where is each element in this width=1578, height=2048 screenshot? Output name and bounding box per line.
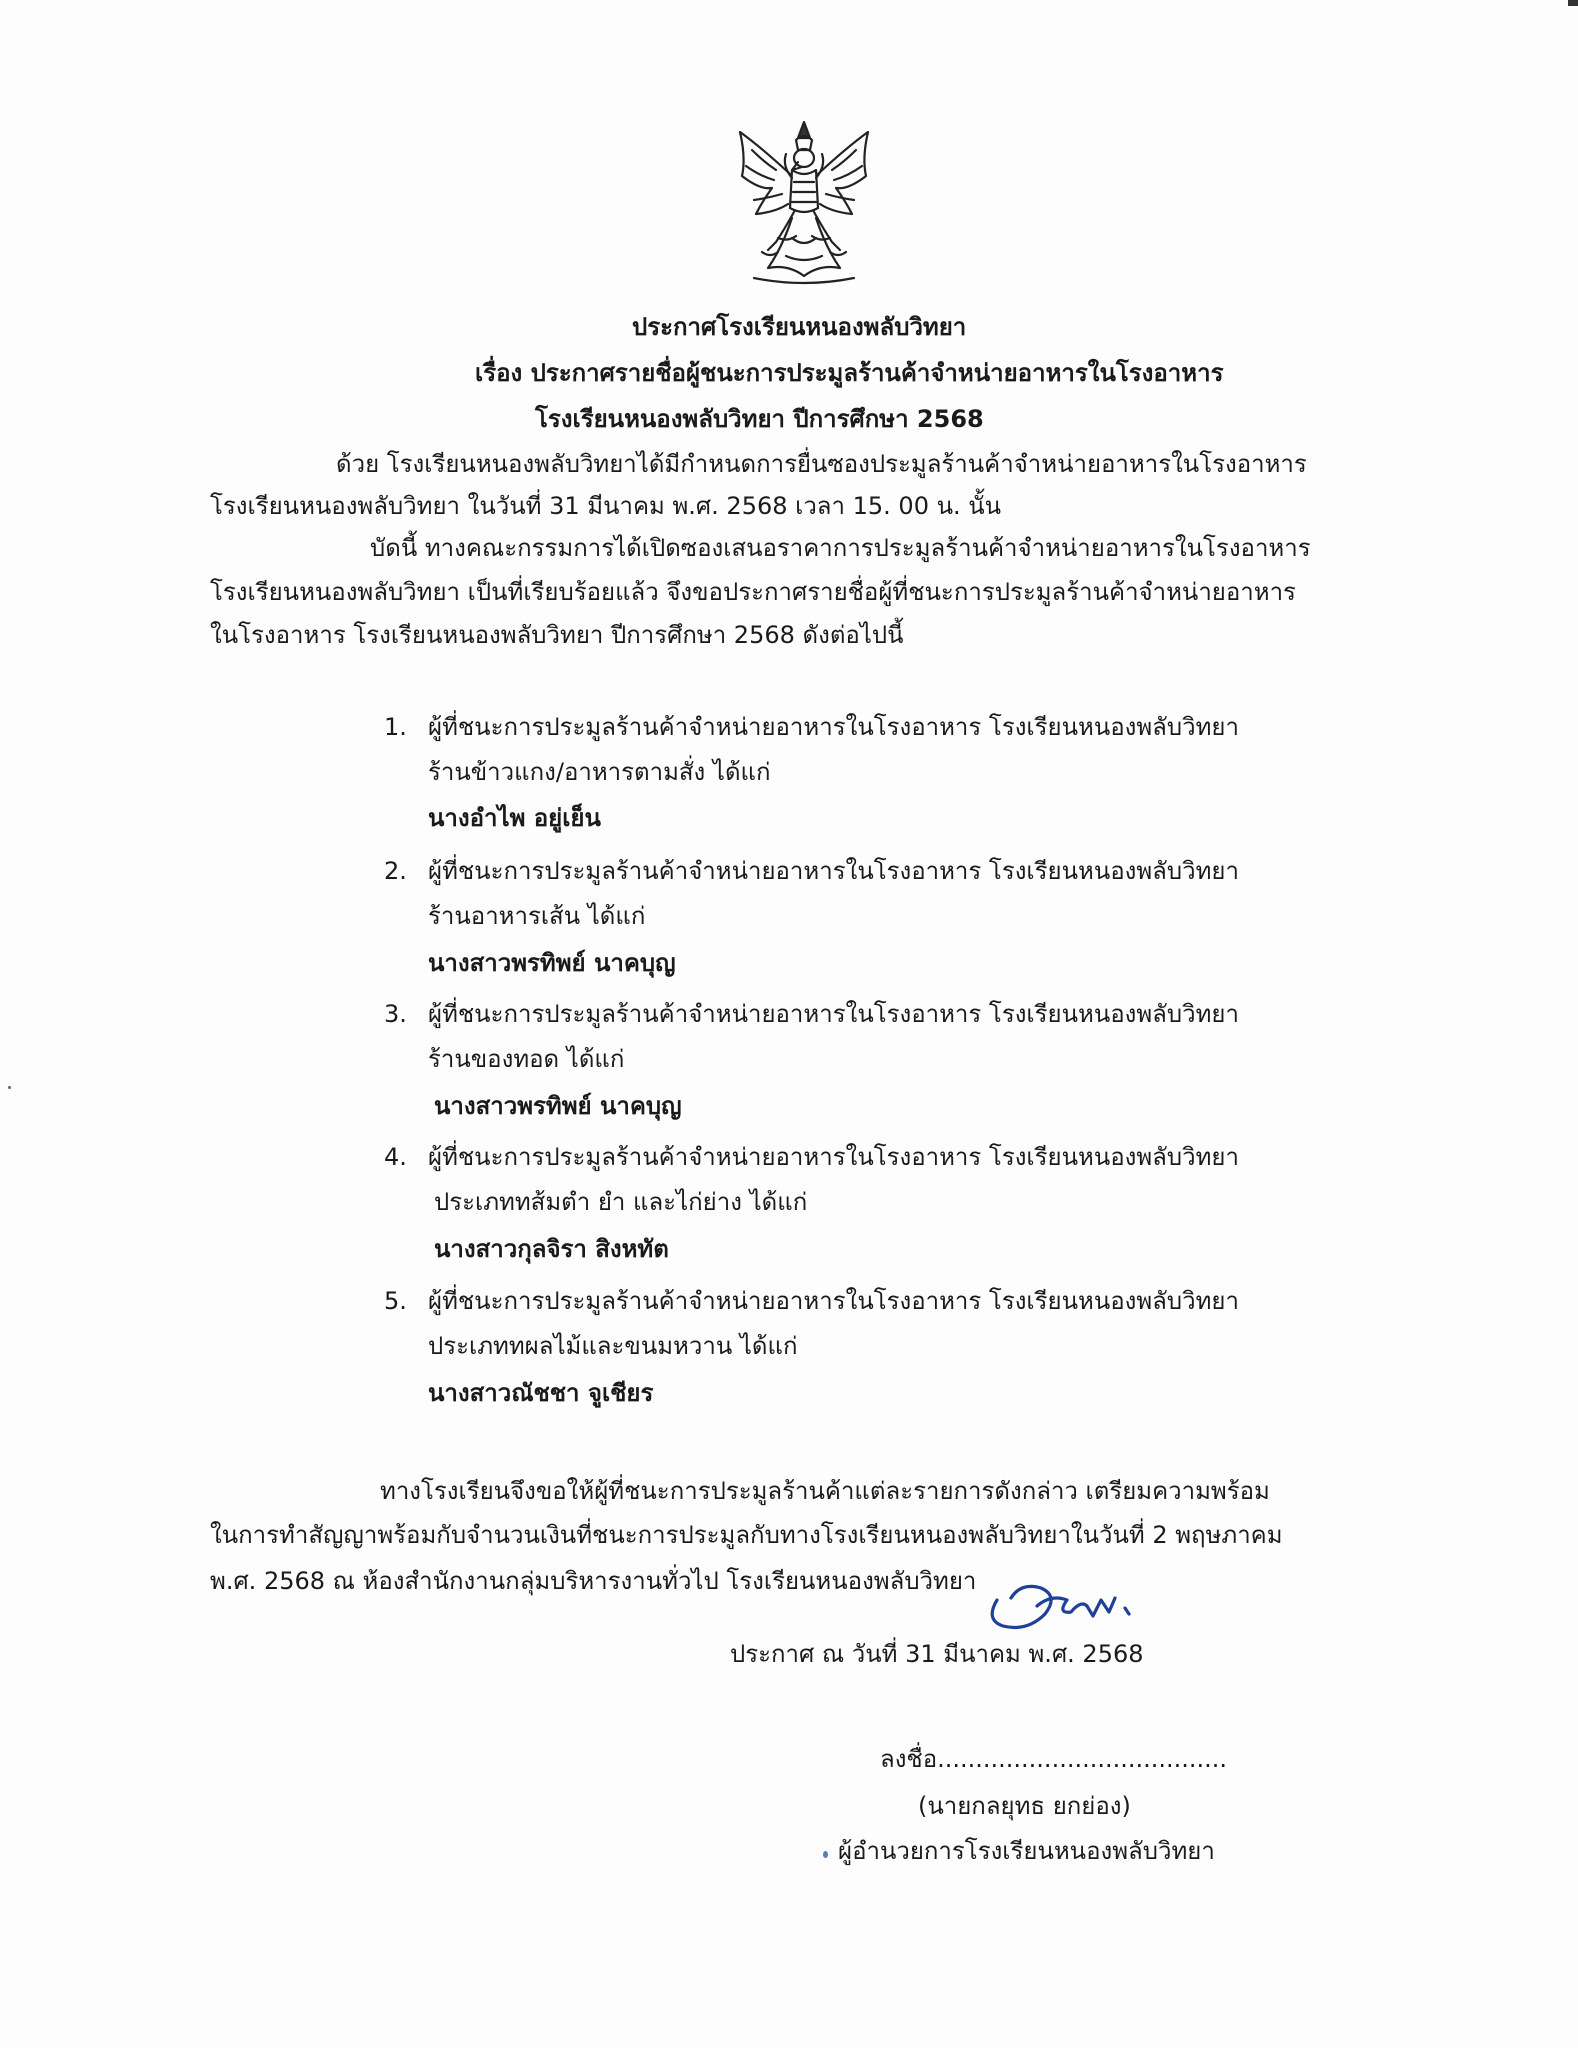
paragraph-2-line-3: ในโรงอาหาร โรงเรียนหนองพลับวิทยา ปีการศึกษา 2568 ดังต่อไปนี้ [210, 621, 904, 649]
winner-name: นางสาวพรทิพย์ นาคบุญ [434, 1092, 682, 1120]
item-shop-type: ร้านอาหารเส้น ได้แก่ [428, 902, 646, 930]
announcement-date: ประกาศ ณ วันที่ 31 มีนาคม พ.ศ. 2568 [730, 1640, 1144, 1668]
item-description: ผู้ที่ชนะการประมูลร้านค้าจำหน่ายอาหารในโรงอาหาร โรงเรียนหนองพลับวิทยา [428, 713, 1239, 741]
signer-name: (นายกลยุทธ ยกย่อง) [918, 1792, 1131, 1820]
announcement-school-year: โรงเรียนหนองพลับวิทยา ปีการศึกษา 2568 [535, 405, 984, 433]
closing-line-1: ทางโรงเรียนจึงขอให้ผู้ที่ชนะการประมูลร้านค้าแต่ละรายการดังกล่าว เตรียมความพร้อม [380, 1477, 1270, 1505]
paragraph-2-line-2: โรงเรียนหนองพลับวิทยา เป็นที่เรียบร้อยแล้ว จึงขอประกาศรายชื่อผู้ที่ชนะการประมูลร้านค้าจำหน่ายอาหาร [210, 578, 1296, 606]
signature-line: ลงชื่อ...................................... [880, 1745, 1228, 1773]
paragraph-1-line-1: ด้วย โรงเรียนหนองพลับวิทยาได้มีกำหนดการยื่นซองประมูลร้านค้าจำหน่ายอาหารในโรงอาหาร [336, 450, 1307, 478]
item-shop-type: ประเภททส้มตำ ยำ และไก่ย่าง ได้แก่ [434, 1188, 808, 1216]
scan-speck [8, 1086, 11, 1089]
scan-speck [823, 1851, 828, 1858]
signer-position: ผู้อำนวยการโรงเรียนหนองพลับวิทยา [838, 1837, 1215, 1865]
item-number: 3. [384, 1000, 407, 1028]
announcement-subject: เรื่อง ประกาศรายชื่อผู้ชนะการประมูลร้านค้าจำหน่ายอาหารในโรงอาหาร [475, 359, 1224, 387]
winner-name: นางสาวพรทิพย์ นาคบุญ [428, 949, 676, 977]
item-number: 2. [384, 857, 407, 885]
winner-name: นางอำไพ อยู่เย็น [428, 804, 601, 832]
item-description: ผู้ที่ชนะการประมูลร้านค้าจำหน่ายอาหารในโรงอาหาร โรงเรียนหนองพลับวิทยา [428, 1000, 1239, 1028]
closing-line-2: ในการทำสัญญาพร้อมกับจำนวนเงินที่ชนะการประมูลกับทางโรงเรียนหนองพลับวิทยาในวันที่ 2 พฤษภาคม [210, 1521, 1283, 1549]
item-shop-type: ร้านของทอด ได้แก่ [428, 1045, 625, 1073]
winner-name: นางสาวณัชชา จูเชียร [428, 1379, 654, 1407]
paragraph-2-line-1: บัดนี้ ทางคณะกรรมการได้เปิดซองเสนอราคาการประมูลร้านค้าจำหน่ายอาหารในโรงอาหาร [370, 534, 1311, 562]
winner-name: นางสาวกุลจิรา สิงหทัต [434, 1235, 669, 1263]
handwritten-signature [975, 1570, 1150, 1642]
scan-edge-mark [1568, 0, 1578, 6]
paragraph-1-line-2: โรงเรียนหนองพลับวิทยา ในวันที่ 31 มีนาคม พ.ศ. 2568 เวลา 15. 00 น. นั้น [210, 492, 1002, 520]
closing-line-3: พ.ศ. 2568 ณ ห้องสำนักงานกลุ่มบริหารงานทั่วไป โรงเรียนหนองพลับวิทยา [210, 1567, 977, 1595]
item-number: 4. [384, 1143, 407, 1171]
garuda-emblem [732, 118, 876, 288]
item-number: 5. [384, 1287, 407, 1315]
item-shop-type: ร้านข้าวแกง/อาหารตามสั่ง ได้แก่ [428, 758, 771, 786]
announcement-title: ประกาศโรงเรียนหนองพลับวิทยา [632, 313, 967, 341]
item-description: ผู้ที่ชนะการประมูลร้านค้าจำหน่ายอาหารในโรงอาหาร โรงเรียนหนองพลับวิทยา [428, 1143, 1239, 1171]
item-description: ผู้ที่ชนะการประมูลร้านค้าจำหน่ายอาหารในโรงอาหาร โรงเรียนหนองพลับวิทยา [428, 1287, 1239, 1315]
item-description: ผู้ที่ชนะการประมูลร้านค้าจำหน่ายอาหารในโรงอาหาร โรงเรียนหนองพลับวิทยา [428, 857, 1239, 885]
item-shop-type: ประเภททผลไม้และขนมหวาน ได้แก่ [428, 1332, 798, 1360]
item-number: 1. [384, 713, 407, 741]
